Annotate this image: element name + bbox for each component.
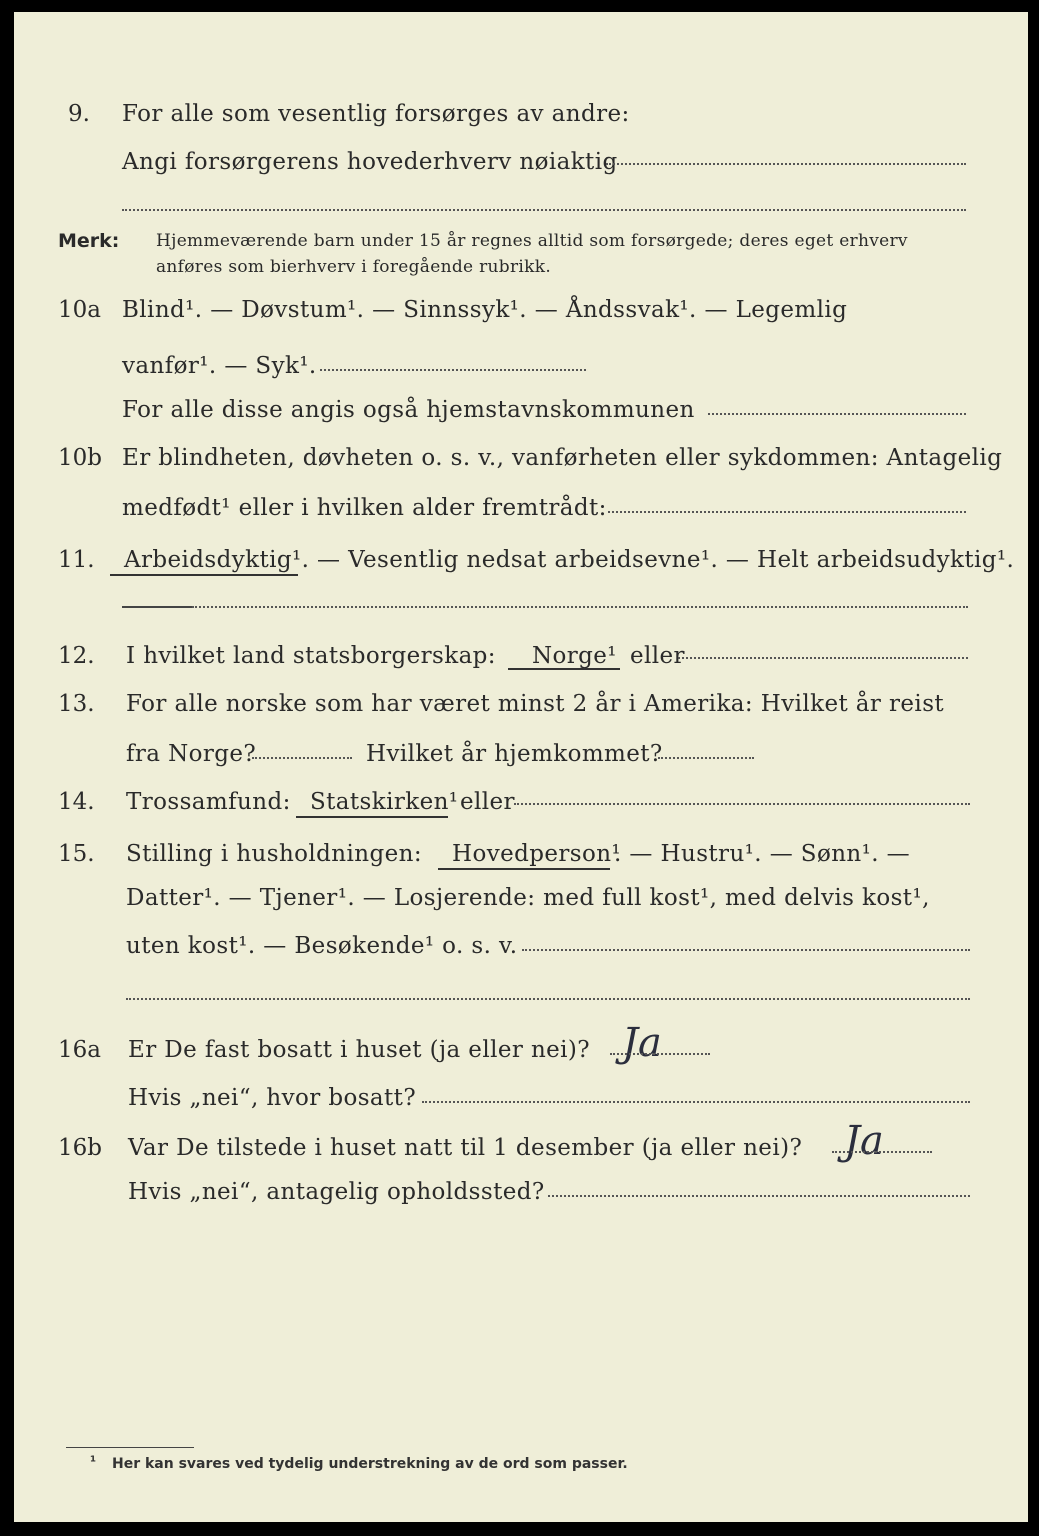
q15-options-line1: . — Hustru¹. — Sønn¹. — [614,841,911,867]
q12-answer-line[interactable] [678,657,968,659]
q12-prompt: I hvilket land statsborgerskap: [126,643,496,669]
q12-suffix: eller [630,643,685,669]
q10b-answer-line[interactable] [608,511,966,513]
q12-number: 12. [58,643,95,669]
q14-underline-statskirken [296,816,448,818]
q16b-handwritten-answer: Ja [844,1118,884,1164]
q16b-answer-line[interactable] [832,1151,932,1153]
q15-number: 15. [58,841,95,867]
q10a-options-line2: vanfør¹. — Syk¹. [122,353,317,379]
q14-number: 14. [58,789,95,815]
q16a-question: Er De fast bosatt i huset (ja eller nei)? [128,1037,591,1063]
q10a-hjemstavn-prompt: For alle disse angis også hjemstavnskommunen [122,397,695,423]
q16a-bosatt-prompt: Hvis „nei“, hvor bosatt? [128,1085,417,1111]
q13-hjemkommet-line[interactable] [658,757,754,759]
q15-prompt: Stilling i husholdningen: [126,841,422,867]
q16b-number: 16b [58,1135,102,1161]
q9-number: 9. [68,101,90,127]
q10b-number: 10b [58,445,102,471]
q11-answer-line-solid [122,606,192,608]
q15-options-line2: Datter¹. — Tjener¹. — Losjerende: med full kost¹, med delvis kost¹, [126,885,930,911]
q12-option-norge: Norge¹ [532,643,617,669]
q16b-question: Var De tilstede i huset natt til 1 desember (ja eller nei)? [128,1135,803,1161]
footnote-mark: ¹ [90,1454,97,1470]
q11-answer-line[interactable] [192,606,968,608]
q10a-number: 10a [58,297,101,323]
q11-underline-arbeidsdyktig [110,574,298,576]
q16a-answer-line[interactable] [610,1053,710,1055]
q13-reist-line[interactable] [252,757,352,759]
q13-number: 13. [58,691,95,717]
q14-option-statskirken: Statskirken¹ [310,789,459,815]
merk-note-line1: Hjemmeværende barn under 15 år regnes alltid som forsørgede; deres eget erhverv [156,231,908,251]
q10b-question: Er blindheten, døvheten o. s. v., vanførheten eller sykdommen: Antagelig [122,445,1003,471]
q10a-options-line1: Blind¹. — Døvstum¹. — Sinnssyk¹. — Åndssvak¹. — Legemlig [122,297,848,323]
q11-options: Arbeidsdyktig¹. — Vesentlig nedsat arbeidsevne¹. — Helt arbeidsudyktig¹. [124,547,1015,573]
q10a-hjemstavn-line[interactable] [708,413,966,415]
q15-option-hovedperson: Hovedperson¹ [452,841,622,867]
q16a-bosatt-line[interactable] [422,1101,970,1103]
q15-answer-line-2[interactable] [126,998,970,1000]
q14-answer-line[interactable] [514,803,970,805]
q10b-prompt: medfødt¹ eller i hvilken alder fremtrådt: [122,495,607,521]
q13-hjemkommet-prompt: Hvilket år hjemkommet? [366,741,663,767]
q15-answer-line[interactable] [522,949,970,951]
q9-answer-line-2[interactable] [122,209,966,211]
census-form-page [14,12,1028,1522]
q15-underline-hovedperson [438,868,610,870]
q10a-syk-line[interactable] [320,369,586,371]
q9-question: For alle som vesentlig forsørges av andre: [122,101,630,127]
footnote-rule [66,1447,194,1448]
q12-underline-norge [508,668,620,670]
q16a-handwritten-answer: Ja [622,1020,662,1066]
q11-number: 11. [58,547,95,573]
q13-question: For alle norske som har været minst 2 år i Amerika: Hvilket år reist [126,691,945,717]
q14-suffix: eller [460,789,515,815]
q16b-opholdssted-line[interactable] [548,1195,970,1197]
q13-reist-prompt: fra Norge? [126,741,257,767]
q14-prompt: Trossamfund: [126,789,291,815]
q16a-number: 16a [58,1037,101,1063]
q9-answer-line[interactable] [606,163,966,165]
merk-note-line2: anføres som bierhverv i foregående rubrikk. [156,257,552,277]
q9-prompt: Angi forsørgerens hovederhverv nøiaktig [122,149,618,175]
q16b-opholdssted-prompt: Hvis „nei“, antagelig opholdssted? [128,1179,545,1205]
merk-label: Merk: [58,230,120,252]
footnote-text: Her kan svares ved tydelig understrekning av de ord som passer. [112,1456,628,1472]
q15-options-line3: uten kost¹. — Besøkende¹ o. s. v. [126,933,518,959]
